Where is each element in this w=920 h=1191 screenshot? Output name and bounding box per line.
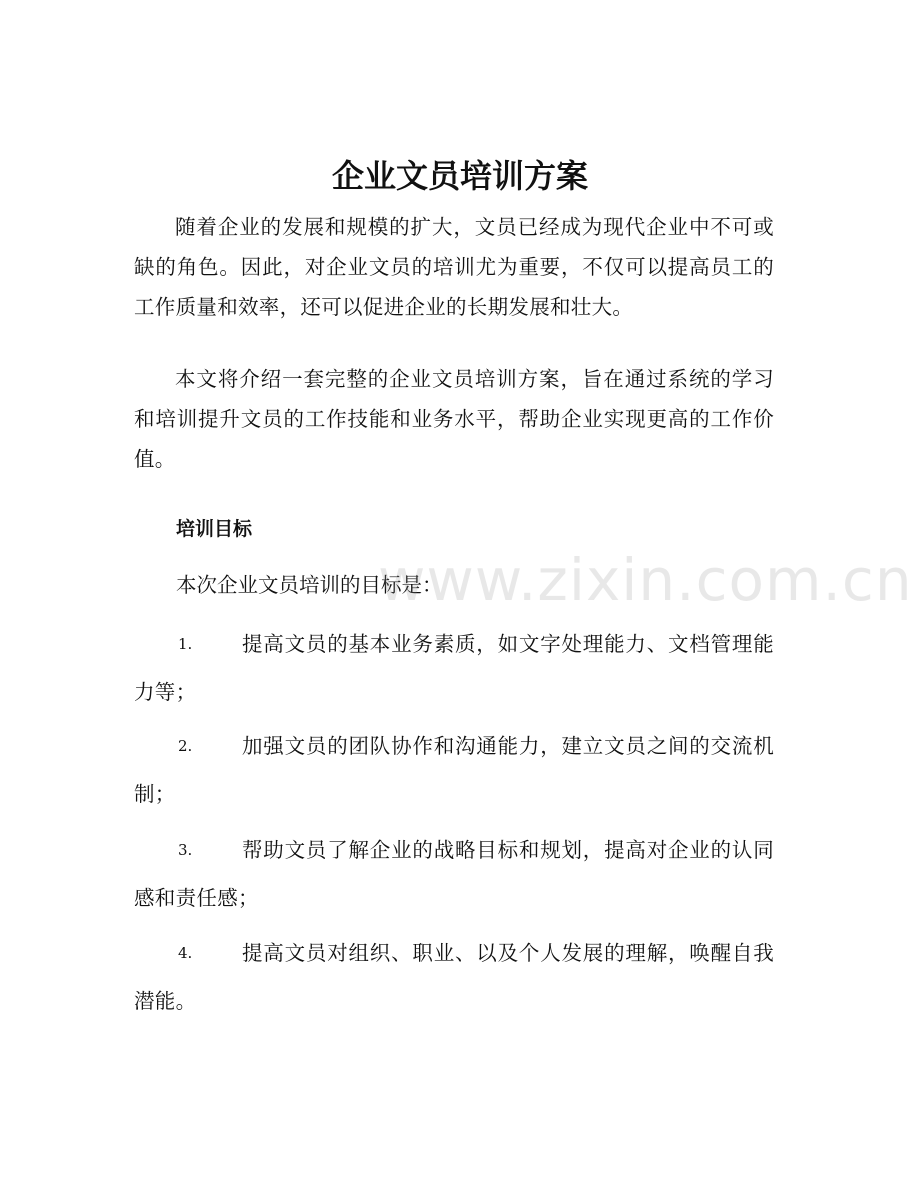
list-number: 3. [178,841,193,859]
goal-list-item [134,722,774,818]
section-intro: 本次企业文员培训的目标是： [176,573,443,597]
list-item-text: 帮助文员了解企业的战略目标和规划，提高对企业的认同感和责任感； [134,838,774,910]
goal-list-item [134,929,774,1025]
list-number: 1. [178,635,193,653]
list-item-text: 提高文员的基本业务素质，如文字处理能力、文档管理能力等； [134,632,774,704]
list-item-text: 加强文员的团队协作和沟通能力，建立文员之间的交流机制； [134,734,774,806]
overview-paragraph: 本文将介绍一套完整的企业文员培训方案，旨在通过系统的学习和培训提升文员的工作技能和业务水平，帮助企业实现更高的工作价值。 [134,367,774,471]
list-item-text: 提高文员对组织、职业、以及个人发展的理解，唤醒自我潜能。 [134,941,774,1013]
intro-paragraph: 随着企业的发展和规模的扩大，文员已经成为现代企业中不可或缺的角色。因此，对企业文员的培训尤为重要，不仅可以提高员工的工作质量和效率，还可以促进企业的长期发展和壮大。 [134,215,774,319]
watermark: www.zixin.com.cn [378,546,913,614]
goal-list-item [134,620,774,716]
list-number: 2. [178,737,193,755]
document-title: 企业文员培训方案 [331,157,588,195]
goal-list-item [134,826,774,922]
section-heading: 培训目标 [176,518,253,540]
list-number: 4. [178,944,193,962]
